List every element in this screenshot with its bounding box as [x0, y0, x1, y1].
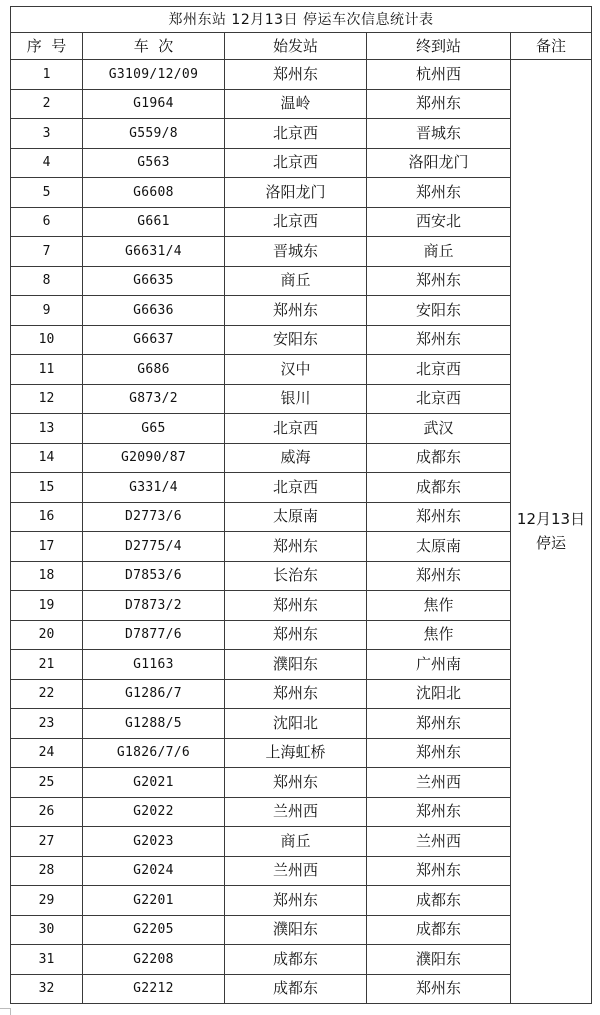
table-row — [11, 709, 592, 739]
cell-train-number: G559/8 — [83, 119, 225, 149]
cell-train-number: G1286/7 — [83, 679, 225, 709]
cell-seq: 27 — [11, 827, 83, 857]
table-row — [11, 886, 592, 916]
cell-destination-station: 郑州东 — [367, 709, 511, 739]
table-row — [11, 60, 592, 90]
cell-origin-station: 北京西 — [225, 414, 367, 444]
remark-date: 12月13日 — [516, 510, 586, 529]
cell-destination-station: 北京西 — [367, 355, 511, 385]
table-row — [11, 915, 592, 945]
table-row — [11, 620, 592, 650]
table-row — [11, 974, 592, 1004]
cell-origin-station: 温岭 — [225, 89, 367, 119]
cell-origin-station: 郑州东 — [225, 886, 367, 916]
cell-train-number: D2775/4 — [83, 532, 225, 562]
cell-train-number: G1964 — [83, 89, 225, 119]
cell-origin-station: 长治东 — [225, 561, 367, 591]
cell-destination-station: 商丘 — [367, 237, 511, 267]
table-row — [11, 827, 592, 857]
cell-seq: 2 — [11, 89, 83, 119]
cell-origin-station: 濮阳东 — [225, 915, 367, 945]
table-row — [11, 296, 592, 326]
cell-seq: 4 — [11, 148, 83, 178]
cell-origin-station: 威海 — [225, 443, 367, 473]
table-header-row — [11, 33, 592, 60]
header-seq: 序 号 — [11, 33, 83, 60]
cell-train-number: G1163 — [83, 650, 225, 680]
cell-train-number: G6636 — [83, 296, 225, 326]
cell-origin-station: 洛阳龙门 — [225, 178, 367, 208]
header-from: 始发站 — [225, 33, 367, 60]
table-row — [11, 532, 592, 562]
table-row — [11, 237, 592, 267]
cell-origin-station: 安阳东 — [225, 325, 367, 355]
cell-origin-station: 银川 — [225, 384, 367, 414]
cell-destination-station: 广州南 — [367, 650, 511, 680]
cell-destination-station: 西安北 — [367, 207, 511, 237]
table-row — [11, 738, 592, 768]
table-row — [11, 325, 592, 355]
cell-origin-station: 北京西 — [225, 207, 367, 237]
table-row — [11, 591, 592, 621]
cell-destination-station: 焦作 — [367, 591, 511, 621]
cell-train-number: G65 — [83, 414, 225, 444]
table-row — [11, 207, 592, 237]
cell-origin-station: 上海虹桥 — [225, 738, 367, 768]
cell-seq: 19 — [11, 591, 83, 621]
table-row — [11, 266, 592, 296]
cell-destination-station: 北京西 — [367, 384, 511, 414]
table-row — [11, 414, 592, 444]
cell-seq: 29 — [11, 886, 83, 916]
suspended-trains-table — [10, 6, 592, 1004]
table-row — [11, 797, 592, 827]
cell-origin-station: 成都东 — [225, 974, 367, 1004]
cell-seq: 21 — [11, 650, 83, 680]
cell-train-number: G6631/4 — [83, 237, 225, 267]
cell-destination-station: 濮阳东 — [367, 945, 511, 975]
cell-train-number: G2024 — [83, 856, 225, 886]
cell-destination-station: 郑州东 — [367, 178, 511, 208]
cell-destination-station: 成都东 — [367, 443, 511, 473]
cell-seq: 18 — [11, 561, 83, 591]
cell-origin-station: 商丘 — [225, 266, 367, 296]
cell-destination-station: 成都东 — [367, 886, 511, 916]
header-remark: 备注 — [511, 33, 592, 60]
cell-destination-station: 晋城东 — [367, 119, 511, 149]
cell-destination-station: 武汉 — [367, 414, 511, 444]
cell-destination-station: 郑州东 — [367, 325, 511, 355]
cell-seq: 12 — [11, 384, 83, 414]
cell-destination-station: 安阳东 — [367, 296, 511, 326]
table-row — [11, 650, 592, 680]
cell-origin-station: 成都东 — [225, 945, 367, 975]
cell-destination-station: 焦作 — [367, 620, 511, 650]
cell-destination-station: 成都东 — [367, 473, 511, 503]
cell-seq: 3 — [11, 119, 83, 149]
remark-status: 停运 — [536, 533, 567, 552]
table-row — [11, 768, 592, 798]
cell-train-number: G563 — [83, 148, 225, 178]
table-row — [11, 561, 592, 591]
cell-train-number: G2212 — [83, 974, 225, 1004]
cell-train-number: D7873/2 — [83, 591, 225, 621]
cell-train-number: G873/2 — [83, 384, 225, 414]
cell-seq: 26 — [11, 797, 83, 827]
cell-destination-station: 成都东 — [367, 915, 511, 945]
remark-cell — [511, 60, 592, 1004]
cell-origin-station: 太原南 — [225, 502, 367, 532]
cell-origin-station: 濮阳东 — [225, 650, 367, 680]
cell-origin-station: 兰州西 — [225, 856, 367, 886]
cell-seq: 23 — [11, 709, 83, 739]
cell-seq: 10 — [11, 325, 83, 355]
cell-train-number: G6637 — [83, 325, 225, 355]
cell-seq: 7 — [11, 237, 83, 267]
table-row — [11, 119, 592, 149]
table-row — [11, 945, 592, 975]
cell-destination-station: 郑州东 — [367, 856, 511, 886]
cell-seq: 17 — [11, 532, 83, 562]
cell-seq: 24 — [11, 738, 83, 768]
cell-train-number: G686 — [83, 355, 225, 385]
cell-destination-station: 郑州东 — [367, 797, 511, 827]
cell-origin-station: 郑州东 — [225, 591, 367, 621]
cell-seq: 32 — [11, 974, 83, 1004]
cell-origin-station: 郑州东 — [225, 60, 367, 90]
cell-origin-station: 郑州东 — [225, 620, 367, 650]
table-row — [11, 856, 592, 886]
cell-destination-station: 郑州东 — [367, 266, 511, 296]
cell-seq: 16 — [11, 502, 83, 532]
table-title: 郑州东站 12月13日 停运车次信息统计表 — [11, 7, 592, 33]
cell-train-number: G2023 — [83, 827, 225, 857]
cell-seq: 31 — [11, 945, 83, 975]
cell-train-number: G2201 — [83, 886, 225, 916]
table-row — [11, 443, 592, 473]
cell-destination-station: 洛阳龙门 — [367, 148, 511, 178]
cell-seq: 15 — [11, 473, 83, 503]
cell-destination-station: 兰州西 — [367, 768, 511, 798]
cell-origin-station: 汉中 — [225, 355, 367, 385]
table-row — [11, 502, 592, 532]
cell-train-number: G661 — [83, 207, 225, 237]
cell-seq: 25 — [11, 768, 83, 798]
cell-train-number: G6635 — [83, 266, 225, 296]
cell-train-number: D7853/6 — [83, 561, 225, 591]
cell-seq: 30 — [11, 915, 83, 945]
table-row — [11, 473, 592, 503]
table-row — [11, 355, 592, 385]
cell-origin-station: 郑州东 — [225, 679, 367, 709]
cell-seq: 20 — [11, 620, 83, 650]
cell-train-number: G3109/12/09 — [83, 60, 225, 90]
cell-origin-station: 北京西 — [225, 473, 367, 503]
cell-destination-station: 郑州东 — [367, 738, 511, 768]
cell-destination-station: 杭州西 — [367, 60, 511, 90]
table-row — [11, 679, 592, 709]
table-row — [11, 384, 592, 414]
table-title-row — [11, 7, 592, 33]
header-to: 终到站 — [367, 33, 511, 60]
cell-train-number: G2022 — [83, 797, 225, 827]
cell-seq: 22 — [11, 679, 83, 709]
cell-train-number: G6608 — [83, 178, 225, 208]
cell-seq: 6 — [11, 207, 83, 237]
cell-origin-station: 郑州东 — [225, 532, 367, 562]
cell-train-number: G2090/87 — [83, 443, 225, 473]
cell-train-number: G331/4 — [83, 473, 225, 503]
cell-seq: 14 — [11, 443, 83, 473]
cell-origin-station: 晋城东 — [225, 237, 367, 267]
cell-seq: 28 — [11, 856, 83, 886]
cell-origin-station: 兰州西 — [225, 797, 367, 827]
cell-origin-station: 北京西 — [225, 119, 367, 149]
cell-destination-station: 郑州东 — [367, 502, 511, 532]
cell-train-number: G1826/7/6 — [83, 738, 225, 768]
cell-train-number: G2208 — [83, 945, 225, 975]
table-row — [11, 148, 592, 178]
cell-seq: 8 — [11, 266, 83, 296]
cell-origin-station: 沈阳北 — [225, 709, 367, 739]
table-row — [11, 178, 592, 208]
cell-origin-station: 北京西 — [225, 148, 367, 178]
cell-destination-station: 太原南 — [367, 532, 511, 562]
suspended-trains-sheet — [10, 6, 591, 1004]
cell-destination-station: 兰州西 — [367, 827, 511, 857]
cell-destination-station: 沈阳北 — [367, 679, 511, 709]
table-row — [11, 89, 592, 119]
header-train: 车 次 — [83, 33, 225, 60]
cell-origin-station: 郑州东 — [225, 296, 367, 326]
cell-seq: 5 — [11, 178, 83, 208]
cell-train-number: G2205 — [83, 915, 225, 945]
cell-destination-station: 郑州东 — [367, 974, 511, 1004]
cell-seq: 1 — [11, 60, 83, 90]
cell-destination-station: 郑州东 — [367, 561, 511, 591]
cell-train-number: G2021 — [83, 768, 225, 798]
cell-seq: 11 — [11, 355, 83, 385]
cell-origin-station: 郑州东 — [225, 768, 367, 798]
cell-train-number: D2773/6 — [83, 502, 225, 532]
cell-train-number: G1288/5 — [83, 709, 225, 739]
cell-destination-station: 郑州东 — [367, 89, 511, 119]
cell-seq: 9 — [11, 296, 83, 326]
cell-seq: 13 — [11, 414, 83, 444]
cell-train-number: D7877/6 — [83, 620, 225, 650]
cell-origin-station: 商丘 — [225, 827, 367, 857]
